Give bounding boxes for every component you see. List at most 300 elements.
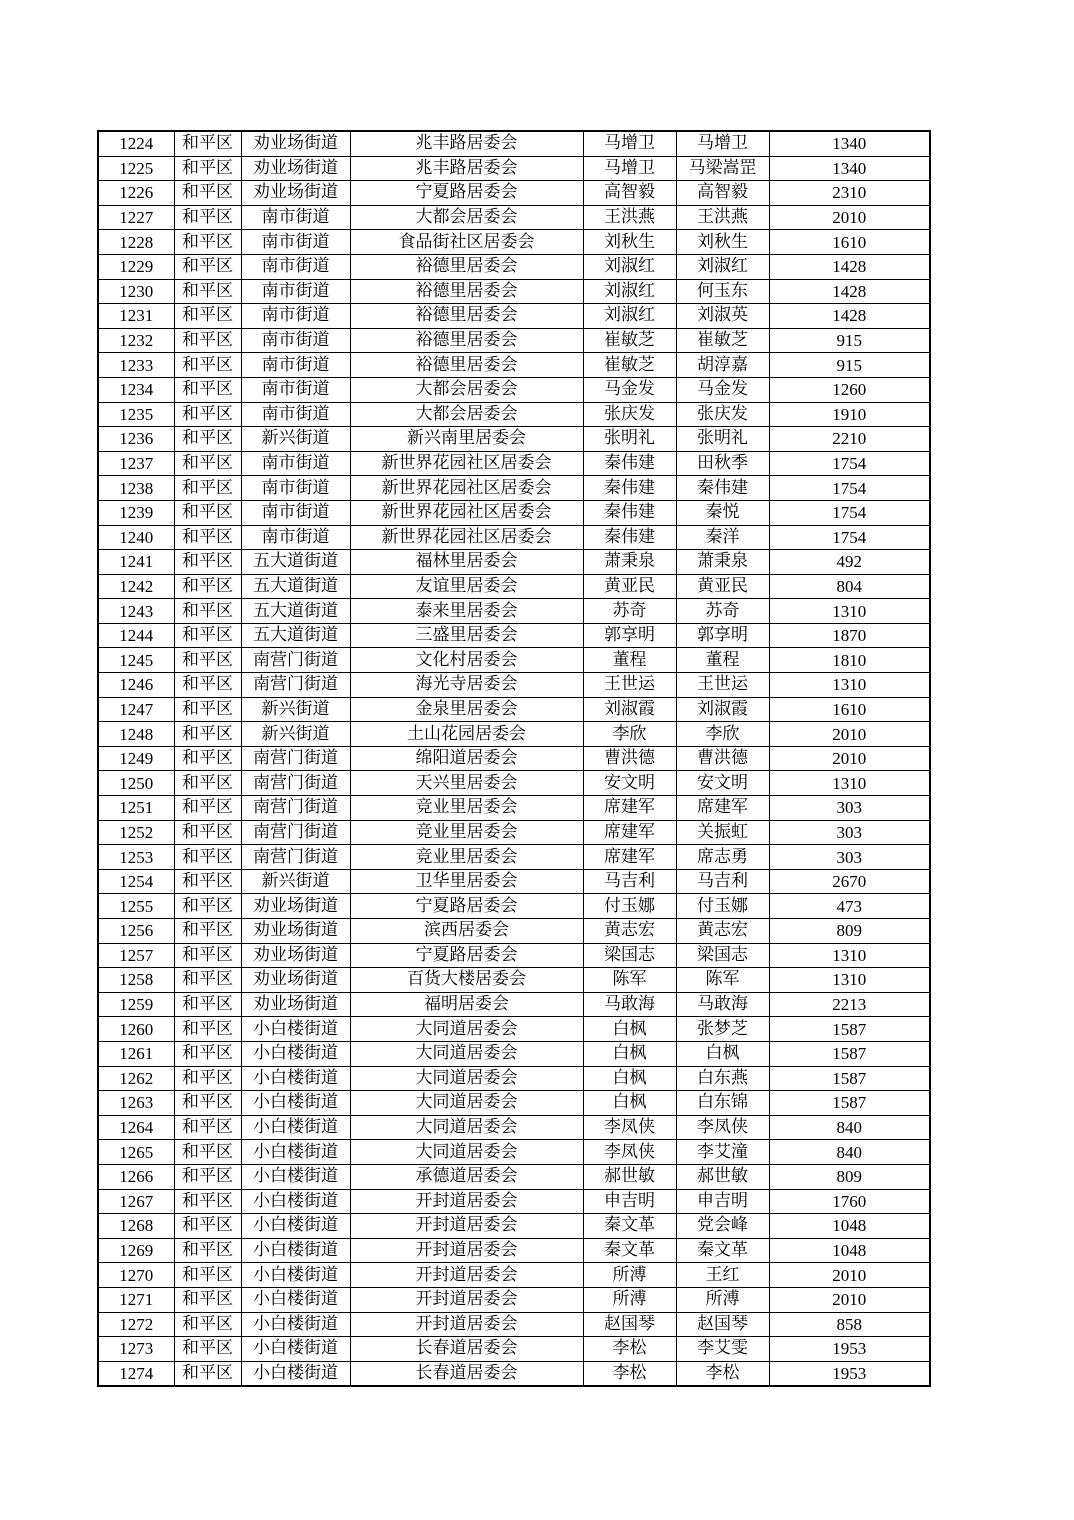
street-cell: 五大道街道 [241, 599, 350, 624]
serial-number-cell: 1224 [98, 131, 174, 156]
applicant-cell: 马金发 [583, 377, 676, 402]
applicant-cell: 高智毅 [583, 181, 676, 206]
district-cell: 和平区 [174, 377, 241, 402]
table-row [98, 1263, 930, 1288]
committee-cell: 泰来里居委会 [350, 599, 583, 624]
applicant-cell: 李欣 [583, 722, 676, 747]
applicant-cell: 刘淑红 [583, 254, 676, 279]
street-cell: 南市街道 [241, 500, 350, 525]
amount-cell: 1870 [769, 623, 930, 648]
table-row [98, 845, 930, 870]
street-cell: 劝业场街道 [241, 968, 350, 993]
street-cell: 劝业场街道 [241, 156, 350, 181]
street-cell: 小白楼街道 [241, 1361, 350, 1386]
table-row [98, 648, 930, 673]
applicant-cell: 董程 [583, 648, 676, 673]
table-row [98, 623, 930, 648]
street-cell: 小白楼街道 [241, 1066, 350, 1091]
member-cell: 马增卫 [676, 131, 769, 156]
member-cell: 所溥 [676, 1287, 769, 1312]
street-cell: 南市街道 [241, 353, 350, 378]
committee-cell: 三盛里居委会 [350, 623, 583, 648]
table-row [98, 230, 930, 255]
applicant-cell: 赵国琴 [583, 1312, 676, 1337]
committee-cell: 福明居委会 [350, 992, 583, 1017]
committee-cell: 长春道居委会 [350, 1337, 583, 1362]
street-cell: 五大道街道 [241, 574, 350, 599]
member-cell: 曹洪德 [676, 746, 769, 771]
amount-cell: 1587 [769, 1041, 930, 1066]
street-cell: 南市街道 [241, 377, 350, 402]
committee-cell: 开封道居委会 [350, 1189, 583, 1214]
amount-cell: 1260 [769, 377, 930, 402]
table-row [98, 1017, 930, 1042]
member-cell: 马金发 [676, 377, 769, 402]
street-cell: 劝业场街道 [241, 131, 350, 156]
street-cell: 南市街道 [241, 525, 350, 550]
serial-number-cell: 1267 [98, 1189, 174, 1214]
amount-cell: 1754 [769, 500, 930, 525]
amount-cell: 303 [769, 796, 930, 821]
member-cell: 刘淑红 [676, 254, 769, 279]
district-cell: 和平区 [174, 1238, 241, 1263]
member-cell: 马吉利 [676, 869, 769, 894]
member-cell: 田秋季 [676, 451, 769, 476]
district-cell: 和平区 [174, 771, 241, 796]
table-row [98, 869, 930, 894]
member-cell: 白东锦 [676, 1091, 769, 1116]
member-cell: 萧秉泉 [676, 550, 769, 575]
committee-cell: 友谊里居委会 [350, 574, 583, 599]
street-cell: 新兴街道 [241, 427, 350, 452]
district-cell: 和平区 [174, 500, 241, 525]
street-cell: 南营门街道 [241, 746, 350, 771]
serial-number-cell: 1226 [98, 181, 174, 206]
applicant-cell: 席建军 [583, 796, 676, 821]
applicant-cell: 马吉利 [583, 869, 676, 894]
committee-cell: 裕德里居委会 [350, 353, 583, 378]
serial-number-cell: 1255 [98, 894, 174, 919]
amount-cell: 1587 [769, 1017, 930, 1042]
district-cell: 和平区 [174, 697, 241, 722]
applicant-cell: 秦伟建 [583, 476, 676, 501]
serial-number-cell: 1262 [98, 1066, 174, 1091]
table-row [98, 746, 930, 771]
applicant-cell: 秦文革 [583, 1214, 676, 1239]
serial-number-cell: 1231 [98, 304, 174, 329]
member-cell: 付玉娜 [676, 894, 769, 919]
applicant-cell: 郭享明 [583, 623, 676, 648]
district-cell: 和平区 [174, 230, 241, 255]
district-cell: 和平区 [174, 919, 241, 944]
table-row [98, 919, 930, 944]
district-cell: 和平区 [174, 1189, 241, 1214]
district-cell: 和平区 [174, 131, 241, 156]
district-cell: 和平区 [174, 1164, 241, 1189]
member-cell: 王红 [676, 1263, 769, 1288]
amount-cell: 1310 [769, 943, 930, 968]
table-row [98, 353, 930, 378]
amount-cell: 1587 [769, 1091, 930, 1116]
applicant-cell: 李松 [583, 1361, 676, 1386]
serial-number-cell: 1229 [98, 254, 174, 279]
committee-cell: 大同道居委会 [350, 1017, 583, 1042]
member-cell: 何玉东 [676, 279, 769, 304]
applicant-cell: 秦文革 [583, 1238, 676, 1263]
serial-number-cell: 1251 [98, 796, 174, 821]
applicant-cell: 安文明 [583, 771, 676, 796]
committee-cell: 长春道居委会 [350, 1361, 583, 1386]
committee-cell: 裕德里居委会 [350, 328, 583, 353]
district-cell: 和平区 [174, 1361, 241, 1386]
street-cell: 劝业场街道 [241, 181, 350, 206]
serial-number-cell: 1247 [98, 697, 174, 722]
amount-cell: 1310 [769, 599, 930, 624]
table-row [98, 476, 930, 501]
applicant-cell: 张明礼 [583, 427, 676, 452]
table-row [98, 1214, 930, 1239]
district-cell: 和平区 [174, 722, 241, 747]
committee-cell: 承德道居委会 [350, 1164, 583, 1189]
amount-cell: 492 [769, 550, 930, 575]
committee-cell: 兆丰路居委会 [350, 156, 583, 181]
district-cell: 和平区 [174, 205, 241, 230]
table-row [98, 131, 930, 156]
member-cell: 白东燕 [676, 1066, 769, 1091]
member-cell: 李凤侠 [676, 1115, 769, 1140]
serial-number-cell: 1232 [98, 328, 174, 353]
applicant-cell: 席建军 [583, 820, 676, 845]
committee-cell: 宁夏路居委会 [350, 894, 583, 919]
table-row [98, 894, 930, 919]
applicant-cell: 刘淑红 [583, 304, 676, 329]
street-cell: 新兴街道 [241, 722, 350, 747]
serial-number-cell: 1253 [98, 845, 174, 870]
committee-cell: 天兴里居委会 [350, 771, 583, 796]
committee-cell: 土山花园居委会 [350, 722, 583, 747]
street-cell: 小白楼街道 [241, 1189, 350, 1214]
applicant-cell: 郝世敏 [583, 1164, 676, 1189]
member-cell: 李艾雯 [676, 1337, 769, 1362]
member-cell: 梁国志 [676, 943, 769, 968]
table-row [98, 820, 930, 845]
table-row [98, 500, 930, 525]
table-row [98, 328, 930, 353]
applicant-cell: 黄志宏 [583, 919, 676, 944]
applicant-cell: 付玉娜 [583, 894, 676, 919]
street-cell: 五大道街道 [241, 623, 350, 648]
serial-number-cell: 1243 [98, 599, 174, 624]
street-cell: 小白楼街道 [241, 1140, 350, 1165]
serial-number-cell: 1273 [98, 1337, 174, 1362]
table-row [98, 1189, 930, 1214]
amount-cell: 1340 [769, 131, 930, 156]
table-row [98, 992, 930, 1017]
committee-cell: 裕德里居委会 [350, 304, 583, 329]
amount-cell: 2010 [769, 746, 930, 771]
street-cell: 南市街道 [241, 304, 350, 329]
committee-cell: 福林里居委会 [350, 550, 583, 575]
member-cell: 赵国琴 [676, 1312, 769, 1337]
district-cell: 和平区 [174, 992, 241, 1017]
serial-number-cell: 1256 [98, 919, 174, 944]
street-cell: 南营门街道 [241, 820, 350, 845]
applicant-cell: 所溥 [583, 1263, 676, 1288]
applicant-cell: 萧秉泉 [583, 550, 676, 575]
applicant-cell: 秦伟建 [583, 500, 676, 525]
amount-cell: 1760 [769, 1189, 930, 1214]
committee-cell: 开封道居委会 [350, 1238, 583, 1263]
committee-cell: 大都会居委会 [350, 402, 583, 427]
amount-cell: 915 [769, 353, 930, 378]
amount-cell: 840 [769, 1115, 930, 1140]
district-cell: 和平区 [174, 1337, 241, 1362]
table-row [98, 968, 930, 993]
street-cell: 小白楼街道 [241, 1337, 350, 1362]
table-row [98, 1091, 930, 1116]
amount-cell: 1754 [769, 476, 930, 501]
serial-number-cell: 1227 [98, 205, 174, 230]
table-row [98, 156, 930, 181]
applicant-cell: 王洪燕 [583, 205, 676, 230]
applicant-cell: 白枫 [583, 1017, 676, 1042]
street-cell: 南营门街道 [241, 771, 350, 796]
district-cell: 和平区 [174, 1041, 241, 1066]
committee-cell: 新世界花园社区居委会 [350, 525, 583, 550]
committee-cell: 裕德里居委会 [350, 279, 583, 304]
member-cell: 白枫 [676, 1041, 769, 1066]
member-cell: 秦洋 [676, 525, 769, 550]
committee-cell: 宁夏路居委会 [350, 181, 583, 206]
applicant-cell: 黄亚民 [583, 574, 676, 599]
serial-number-cell: 1268 [98, 1214, 174, 1239]
district-cell: 和平区 [174, 402, 241, 427]
amount-cell: 303 [769, 820, 930, 845]
serial-number-cell: 1260 [98, 1017, 174, 1042]
member-cell: 秦文革 [676, 1238, 769, 1263]
district-cell: 和平区 [174, 1287, 241, 1312]
committee-cell: 竞业里居委会 [350, 820, 583, 845]
member-cell: 秦悦 [676, 500, 769, 525]
committee-cell: 新兴南里居委会 [350, 427, 583, 452]
serial-number-cell: 1248 [98, 722, 174, 747]
serial-number-cell: 1264 [98, 1115, 174, 1140]
applicant-cell: 马增卫 [583, 131, 676, 156]
member-cell: 刘淑英 [676, 304, 769, 329]
serial-number-cell: 1241 [98, 550, 174, 575]
applicant-cell: 李凤侠 [583, 1115, 676, 1140]
amount-cell: 1910 [769, 402, 930, 427]
table-row [98, 279, 930, 304]
table-row [98, 771, 930, 796]
serial-number-cell: 1240 [98, 525, 174, 550]
district-cell: 和平区 [174, 525, 241, 550]
member-cell: 刘淑霞 [676, 697, 769, 722]
applicant-cell: 白枫 [583, 1041, 676, 1066]
applicant-cell: 白枫 [583, 1066, 676, 1091]
serial-number-cell: 1237 [98, 451, 174, 476]
street-cell: 小白楼街道 [241, 1312, 350, 1337]
applicant-cell: 陈军 [583, 968, 676, 993]
table-row [98, 304, 930, 329]
committee-cell: 竞业里居委会 [350, 845, 583, 870]
district-cell: 和平区 [174, 451, 241, 476]
district-cell: 和平区 [174, 894, 241, 919]
applicant-cell: 秦伟建 [583, 451, 676, 476]
district-cell: 和平区 [174, 845, 241, 870]
street-cell: 小白楼街道 [241, 1263, 350, 1288]
table-row [98, 254, 930, 279]
committee-cell: 食品街社区居委会 [350, 230, 583, 255]
serial-number-cell: 1258 [98, 968, 174, 993]
amount-cell: 2213 [769, 992, 930, 1017]
committee-cell: 大同道居委会 [350, 1091, 583, 1116]
serial-number-cell: 1261 [98, 1041, 174, 1066]
member-cell: 申吉明 [676, 1189, 769, 1214]
amount-cell: 809 [769, 1164, 930, 1189]
street-cell: 南市街道 [241, 254, 350, 279]
table-row [98, 1140, 930, 1165]
table-row [98, 525, 930, 550]
amount-cell: 1610 [769, 697, 930, 722]
street-cell: 南市街道 [241, 476, 350, 501]
serial-number-cell: 1230 [98, 279, 174, 304]
table-row [98, 402, 930, 427]
district-cell: 和平区 [174, 1263, 241, 1288]
member-cell: 黄亚民 [676, 574, 769, 599]
committee-cell: 开封道居委会 [350, 1263, 583, 1288]
applicant-cell: 李凤侠 [583, 1140, 676, 1165]
amount-cell: 2010 [769, 1287, 930, 1312]
serial-number-cell: 1236 [98, 427, 174, 452]
committee-cell: 开封道居委会 [350, 1214, 583, 1239]
table-row [98, 599, 930, 624]
table-row [98, 1066, 930, 1091]
street-cell: 新兴街道 [241, 869, 350, 894]
district-cell: 和平区 [174, 279, 241, 304]
applicant-cell: 秦伟建 [583, 525, 676, 550]
table-row [98, 796, 930, 821]
street-cell: 新兴街道 [241, 697, 350, 722]
serial-number-cell: 1246 [98, 673, 174, 698]
committee-cell: 滨西居委会 [350, 919, 583, 944]
member-cell: 董程 [676, 648, 769, 673]
district-cell: 和平区 [174, 623, 241, 648]
district-cell: 和平区 [174, 869, 241, 894]
serial-number-cell: 1238 [98, 476, 174, 501]
amount-cell: 1428 [769, 304, 930, 329]
district-cell: 和平区 [174, 599, 241, 624]
district-cell: 和平区 [174, 254, 241, 279]
amount-cell: 1754 [769, 451, 930, 476]
street-cell: 南市街道 [241, 205, 350, 230]
committee-cell: 大同道居委会 [350, 1041, 583, 1066]
applicant-cell: 马增卫 [583, 156, 676, 181]
member-cell: 崔敏芝 [676, 328, 769, 353]
member-cell: 席建军 [676, 796, 769, 821]
district-cell: 和平区 [174, 304, 241, 329]
amount-cell: 1587 [769, 1066, 930, 1091]
serial-number-cell: 1235 [98, 402, 174, 427]
committee-cell: 新世界花园社区居委会 [350, 500, 583, 525]
district-cell: 和平区 [174, 574, 241, 599]
serial-number-cell: 1225 [98, 156, 174, 181]
applicant-cell: 崔敏芝 [583, 353, 676, 378]
member-cell: 王洪燕 [676, 205, 769, 230]
applicant-cell: 曹洪德 [583, 746, 676, 771]
street-cell: 小白楼街道 [241, 1017, 350, 1042]
district-cell: 和平区 [174, 1091, 241, 1116]
district-cell: 和平区 [174, 1115, 241, 1140]
applicant-cell: 李松 [583, 1337, 676, 1362]
committee-cell: 大同道居委会 [350, 1066, 583, 1091]
amount-cell: 1953 [769, 1361, 930, 1386]
committee-cell: 新世界花园社区居委会 [350, 476, 583, 501]
amount-cell: 2010 [769, 722, 930, 747]
street-cell: 南营门街道 [241, 845, 350, 870]
amount-cell: 303 [769, 845, 930, 870]
member-cell: 高智毅 [676, 181, 769, 206]
table-row [98, 550, 930, 575]
district-cell: 和平区 [174, 796, 241, 821]
amount-cell: 2010 [769, 205, 930, 230]
table-row [98, 205, 930, 230]
amount-cell: 1310 [769, 771, 930, 796]
street-cell: 小白楼街道 [241, 1164, 350, 1189]
member-cell: 马梁嵩罡 [676, 156, 769, 181]
committee-cell: 开封道居委会 [350, 1287, 583, 1312]
committee-cell: 开封道居委会 [350, 1312, 583, 1337]
serial-number-cell: 1272 [98, 1312, 174, 1337]
serial-number-cell: 1242 [98, 574, 174, 599]
district-cell: 和平区 [174, 1312, 241, 1337]
applicant-cell: 梁国志 [583, 943, 676, 968]
amount-cell: 1310 [769, 673, 930, 698]
committee-cell: 大同道居委会 [350, 1140, 583, 1165]
street-cell: 南营门街道 [241, 673, 350, 698]
serial-number-cell: 1239 [98, 500, 174, 525]
district-cell: 和平区 [174, 1017, 241, 1042]
amount-cell: 2010 [769, 1263, 930, 1288]
data-table [97, 130, 931, 1387]
amount-cell: 1428 [769, 254, 930, 279]
committee-cell: 卫华里居委会 [350, 869, 583, 894]
serial-number-cell: 1269 [98, 1238, 174, 1263]
district-cell: 和平区 [174, 746, 241, 771]
committee-cell: 兆丰路居委会 [350, 131, 583, 156]
street-cell: 劝业场街道 [241, 943, 350, 968]
street-cell: 南市街道 [241, 279, 350, 304]
table-row [98, 943, 930, 968]
table-row [98, 1337, 930, 1362]
street-cell: 小白楼街道 [241, 1287, 350, 1312]
street-cell: 五大道街道 [241, 550, 350, 575]
street-cell: 小白楼街道 [241, 1091, 350, 1116]
member-cell: 马敢海 [676, 992, 769, 1017]
committee-cell: 百货大楼居委会 [350, 968, 583, 993]
committee-cell: 裕德里居委会 [350, 254, 583, 279]
member-cell: 李欣 [676, 722, 769, 747]
serial-number-cell: 1270 [98, 1263, 174, 1288]
amount-cell: 1048 [769, 1238, 930, 1263]
committee-cell: 绵阳道居委会 [350, 746, 583, 771]
table-row [98, 722, 930, 747]
district-cell: 和平区 [174, 820, 241, 845]
member-cell: 郝世敏 [676, 1164, 769, 1189]
table-row [98, 1238, 930, 1263]
amount-cell: 1340 [769, 156, 930, 181]
amount-cell: 809 [769, 919, 930, 944]
